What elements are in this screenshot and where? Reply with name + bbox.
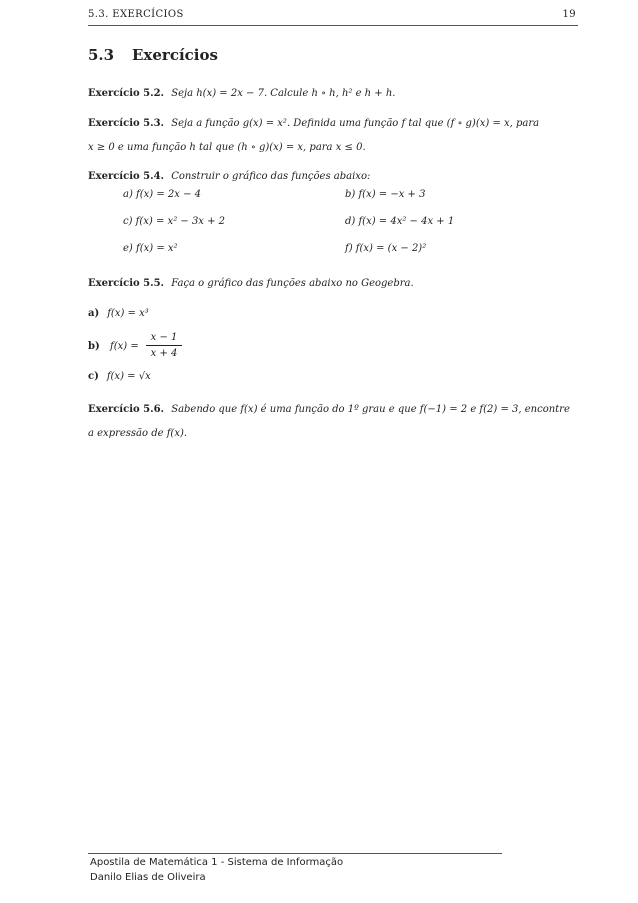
exercise-text-line-1: Seja a função g(x) = x². Definida uma função f tal que (f ∘ g)(x) = x, para	[171, 118, 540, 129]
exercise-text-line-2: a expressão de f(x).	[88, 428, 188, 439]
footer-rule	[88, 853, 502, 854]
exercise-label: Exercício 5.3.	[88, 118, 165, 129]
subitem-letter: a)	[88, 308, 100, 319]
running-header	[88, 7, 578, 26]
exercise-5-3-continued	[88, 134, 578, 162]
exercise-5-6-continued	[88, 420, 578, 448]
exercise-5-4	[88, 163, 578, 191]
subitem-a	[88, 308, 149, 319]
section-title: Exercícios	[132, 46, 218, 64]
page-number: 19	[562, 9, 576, 20]
exercise-label: Exercício 5.4.	[88, 171, 165, 182]
exercise-text: Faça o gráfico das funções abaixo no Geogebra.	[171, 278, 414, 289]
exercise-5-5	[88, 270, 578, 298]
exercise-5-2	[88, 80, 578, 108]
fraction-numerator: x − 1	[150, 332, 178, 343]
exercise-text: Seja h(x) = 2x − 7. Calcule h ∘ h, h² e h + h.	[171, 88, 396, 99]
exercise-text-line-2: x ≥ 0 e uma função h tal que (h ∘ g)(x) = x, para x ≤ 0.	[88, 142, 366, 153]
subitem-expression-lhs: f(x) =	[110, 341, 139, 352]
fraction	[146, 331, 182, 360]
subitem-expression: f(x) = √x	[106, 371, 151, 382]
function-item: b) f(x) = −x + 3	[345, 189, 426, 200]
subitem-letter: b)	[88, 341, 100, 352]
function-item: a) f(x) = 2x − 4	[123, 189, 202, 200]
exercise-label: Exercício 5.6.	[88, 404, 165, 415]
fraction-bar	[146, 345, 182, 346]
subitem-letter: c)	[88, 371, 99, 382]
subitem-expression: f(x) = x³	[107, 308, 149, 319]
section-heading	[88, 46, 218, 64]
exercise-text-line-1: Sabendo que f(x) é uma função do 1º grau e que f(−1) = 2 e f(2) = 3, encontre	[171, 404, 570, 415]
exercise-label: Exercício 5.2.	[88, 88, 165, 99]
exercise-label: Exercício 5.5.	[88, 278, 165, 289]
function-item: d) f(x) = 4x² − 4x + 1	[345, 216, 455, 227]
footer-title: Apostila de Matemática 1 - Sistema de Informação	[90, 857, 344, 868]
footer-author: Danilo Elias de Oliveira	[90, 872, 206, 883]
section-number: 5.3	[88, 46, 115, 64]
function-item: f) f(x) = (x − 2)²	[345, 243, 427, 254]
function-item: e) f(x) = x²	[123, 243, 178, 254]
exercise-text: Construir o gráfico das funções abaixo:	[171, 171, 371, 182]
subitem-c	[88, 371, 151, 382]
running-header-section: 5.3. EXERCÍCIOS	[88, 9, 184, 20]
fraction-denominator: x + 4	[150, 348, 178, 359]
function-item: c) f(x) = x² − 3x + 2	[123, 216, 226, 227]
